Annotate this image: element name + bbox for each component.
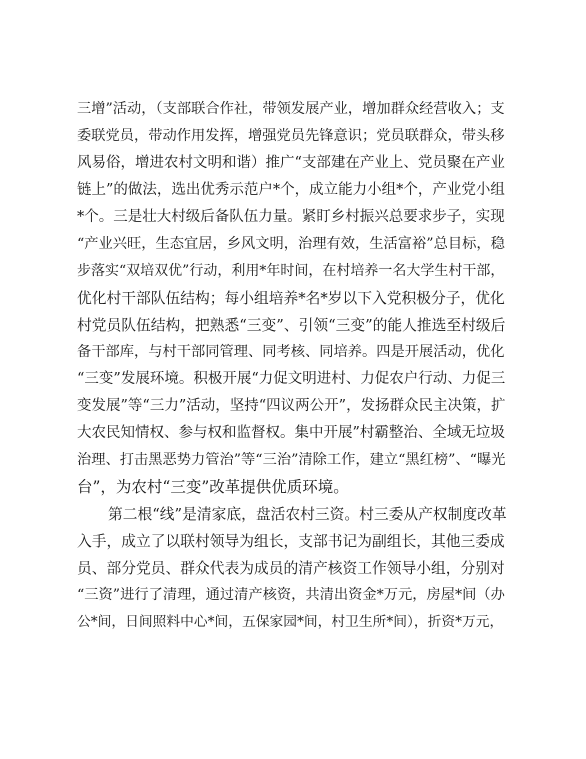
text-line: *个。三是壮大村级后备队伍力量。紧盯乡村振兴总要求步子，实现	[77, 209, 505, 225]
text-line: 治理、打击黑恶势力管治”等“三治”清除工作，建立“黑红榜”、“曝光	[77, 452, 506, 468]
text-line: 村党员队伍结构，把熟悉“三变”、引领“三变”的能人推选至村级后	[77, 317, 506, 334]
text-line: 备干部库，与村干部同管理、同考核、同培养。四是开展活动，优化	[77, 344, 505, 360]
text-line: 链上”的做法，选出优秀示范户*个，成立能力小组*个，产业党小组	[77, 182, 505, 198]
text-line: 委联党员，带动作用发挥，增强党员先锋意识；党员联群众，带头移	[77, 128, 505, 144]
text-line: 台”，为农村“三变”改革提供优质环境。	[77, 478, 349, 496]
text-line: 优化村干部队伍结构；每小组培养*名*岁以下入党积极分子，优化	[77, 290, 505, 307]
text-line: 风易俗，增进农村文明和谐）推广“支部建在产业上、党员聚在产业	[77, 155, 505, 171]
text-line: 员、部分党员、群众代表为成员的清产核资工作领导小组，分别对	[77, 560, 505, 577]
text-line: “三变”发展环境。积极开展“力促文明进村、力促农户行动、力促三	[77, 371, 506, 387]
text-line: 三增”活动，（支部联合作社，带领发展产业，增加群众经营收入；支	[77, 101, 505, 117]
text-line: 步落实“双培双优”行动，利用*年时间，在村培养一名大学生村干部，	[77, 263, 505, 279]
paragraph-first-line: 第二根“线”是清家底，盘活农村三资。村三委从产权制度改革	[108, 506, 507, 523]
text-line: “三资”进行了清理，通过清产核资，共清出资金*万元，房屋*间（办	[77, 587, 505, 603]
text-line: 大农民知情权、参与权和监督权。集中开展”村霸整治、全域无垃圾	[77, 425, 505, 441]
body-text	[77, 96, 509, 636]
text-line: 入手，成立了以联村领导为组长，支部书记为副组长，其他三委成	[77, 533, 505, 550]
text-line: “产业兴旺，生态宜居，乡风文明，治理有效，生活富裕”总目标，稳	[77, 236, 505, 252]
text-line: 公*间，日间照料中心*间，五保家园*间，村卫生所*间），折资*万元，	[77, 614, 504, 630]
text-line: 变发展”等“三力”活动，坚持“四议两公开”，发扬群众民主决策，扩	[77, 398, 506, 414]
